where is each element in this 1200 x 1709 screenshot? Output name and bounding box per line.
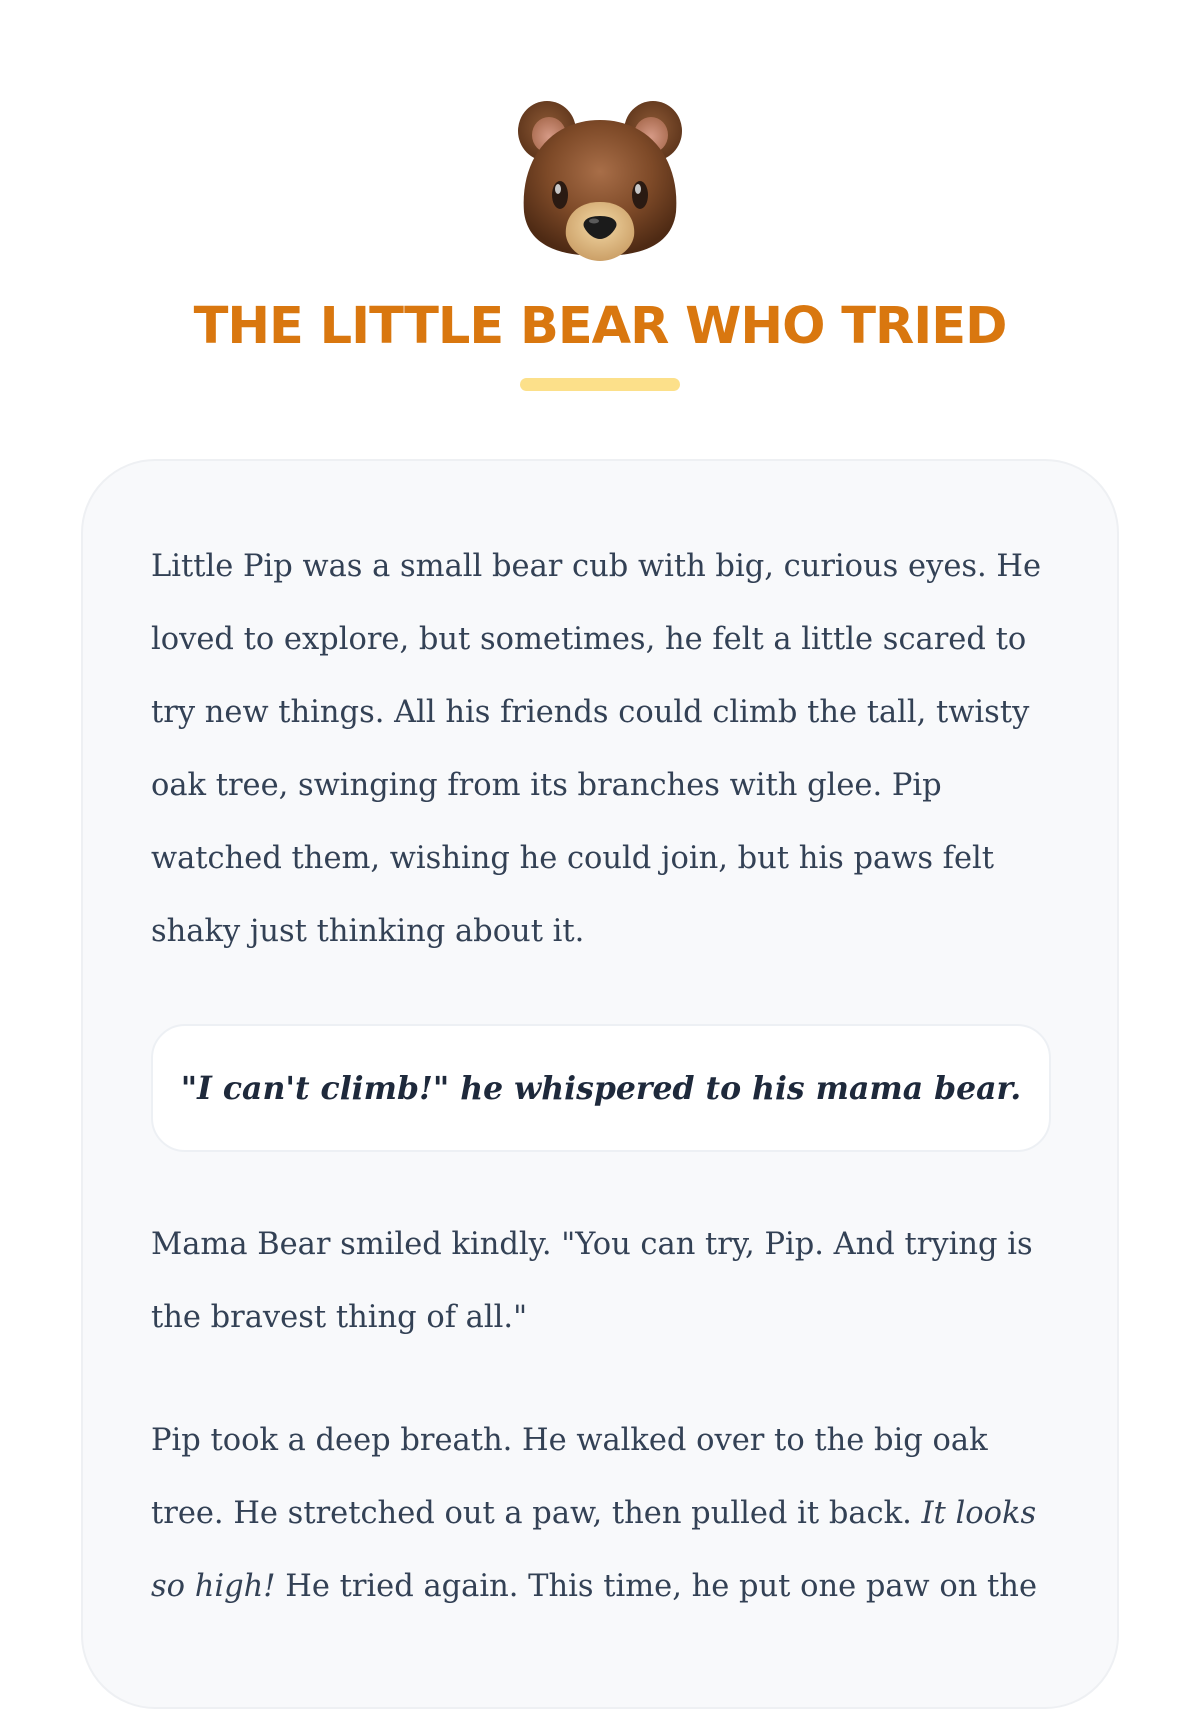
story-paragraph-text: He tried again. This time, he put one paw on the — [275, 1569, 1038, 1604]
story-title: THE LITTLE BEAR WHO TRIED — [193, 297, 1007, 356]
story-paragraph: Little Pip was a small bear cub with big, curious eyes. He loved to explore, but sometimes, he felt a little scared to try new things. All his friends could climb the tall, twisty oak tree, swinging from its branches with glee. Pip watched them, wishing he could join, but his paws felt shaky just thinking about it. — [151, 549, 1042, 949]
quote-text: "I can't climb!" he whispered to his mama bear. — [180, 1069, 1022, 1107]
bear-face-icon — [514, 96, 686, 264]
story-paragraph — [151, 1404, 1061, 1623]
title-underline-decoration — [520, 378, 680, 391]
story-paragraph-text: Pip took a deep breath. He walked over to the big oak tree. He stretched out a paw, then pulled it back. — [151, 1423, 988, 1531]
story-paragraph: Mama Bear smiled kindly. "You can try, Pip. And trying is the bravest thing of all." — [151, 1227, 1033, 1335]
emphasized-thought: It looks so high! — [151, 1496, 1037, 1604]
quote-box — [151, 1024, 1051, 1152]
